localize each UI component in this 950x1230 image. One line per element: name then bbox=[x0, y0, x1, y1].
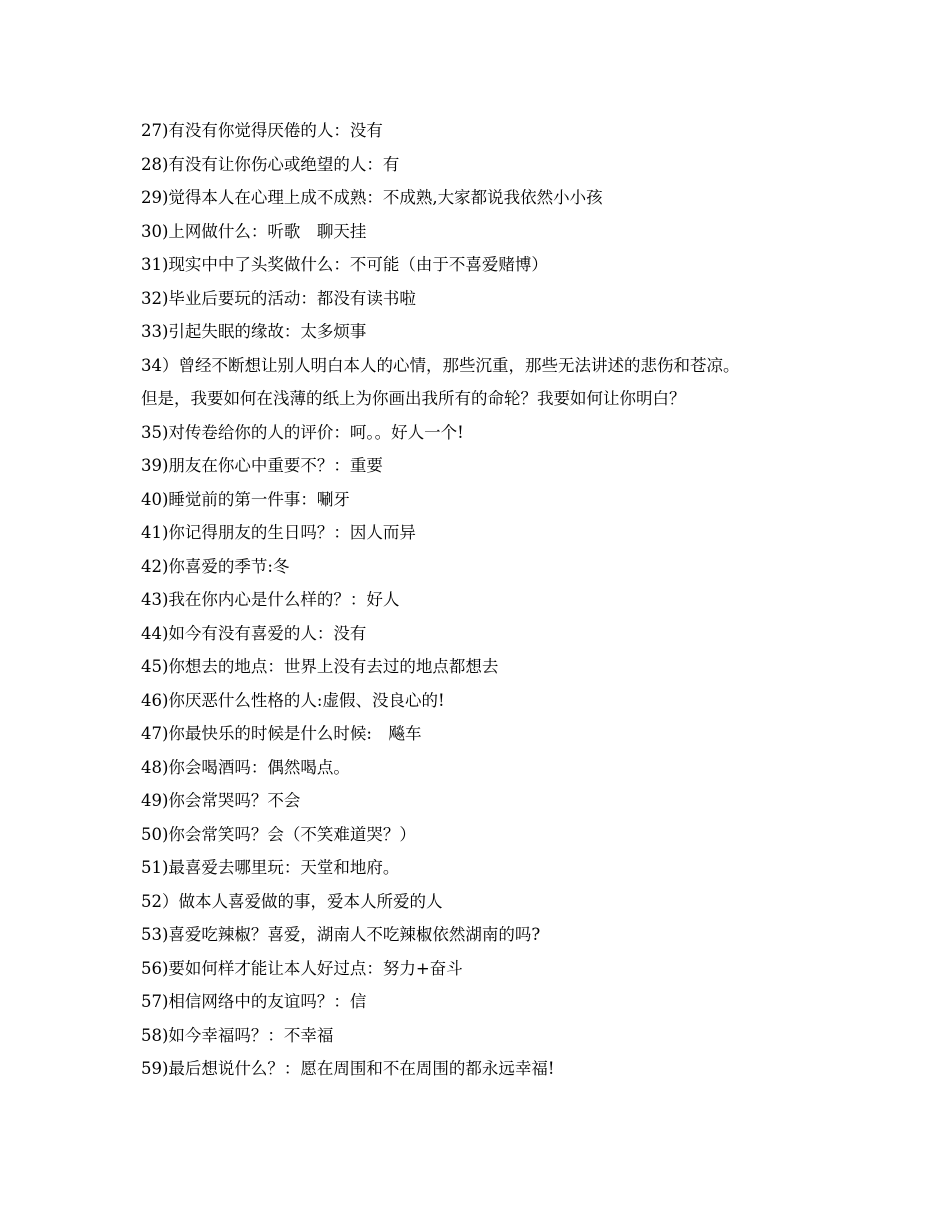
text-line: 29)觉得本人在心理上成不成熟：不成熟,大家都说我依然小小孩 bbox=[141, 188, 603, 207]
text-line: 52）做本人喜爱做的事，爱本人所爱的人 bbox=[141, 891, 443, 911]
text-line: 46)你厌恶什么性格的人:虚假、没良心的! bbox=[141, 690, 445, 710]
text-line: 45)你想去的地点：世界上没有去过的地点都想去 bbox=[141, 657, 499, 676]
text-line: 但是，我要如何在浅薄的纸上为你画出我所有的命轮？我要如何让你明白？ bbox=[141, 389, 686, 408]
text-line: 44)如今有没有喜爱的人：没有 bbox=[141, 623, 367, 643]
text-line: 30)上网做什么：听歌 聊天挂 bbox=[141, 221, 367, 241]
document-body bbox=[141, 114, 821, 1086]
text-line: 40)睡觉前的第一件事：唰牙 bbox=[141, 489, 350, 509]
text-line: 48)你会喝酒吗：偶然喝点。 bbox=[141, 757, 350, 777]
text-line: 31)现实中中了头奖做什么：不可能（由于不喜爱赌博） bbox=[141, 255, 548, 274]
text-line: 33)引起失眠的缘故：太多烦事 bbox=[141, 322, 367, 341]
text-line: 35)对传卷给你的人的评价：呵。。好人一个! bbox=[141, 422, 464, 442]
text-line: 27)有没有你觉得厌倦的人：没有 bbox=[141, 121, 383, 140]
text-line: 56)要如何样才能让本人好过点：努力+奋斗 bbox=[141, 958, 463, 978]
text-line: 43)我在你内心是什么样的？：好人 bbox=[141, 590, 400, 609]
text-line: 51)最喜爱去哪里玩：天堂和地府。 bbox=[141, 858, 400, 877]
text-line: 41)你记得朋友的生日吗？：因人而异 bbox=[141, 523, 416, 542]
text-line: 32)毕业后要玩的活动：都没有读书啦 bbox=[141, 288, 416, 308]
text-line: 57)相信网络中的友谊吗？：信 bbox=[141, 992, 367, 1011]
text-line: 49)你会常哭吗？不会 bbox=[141, 791, 301, 810]
text-line: 39)朋友在你心中重要不？：重要 bbox=[141, 456, 383, 475]
text-line: 42)你喜爱的季节:冬 bbox=[141, 556, 290, 576]
text-line: 47)你最快乐的时候是什么时候: 飚车 bbox=[141, 724, 422, 743]
text-line: 58)如今幸福吗？：不幸福 bbox=[141, 1025, 334, 1045]
text-line: 53)喜爱吃辣椒？喜爱，湖南人不吃辣椒依然湖南的吗? bbox=[141, 925, 541, 944]
text-line: 59)最后想说什么？：愿在周围和不在周围的都永远幸福! bbox=[141, 1059, 555, 1078]
text-line: 28)有没有让你伤心或绝望的人：有 bbox=[141, 154, 400, 174]
text-line: 50)你会常笑吗？会（不笑难道哭？） bbox=[141, 824, 416, 844]
text-line: 34）曾经不断想让别人明白本人的心情，那些沉重，那些无法讲述的悲伤和苍凉。 bbox=[141, 355, 740, 375]
